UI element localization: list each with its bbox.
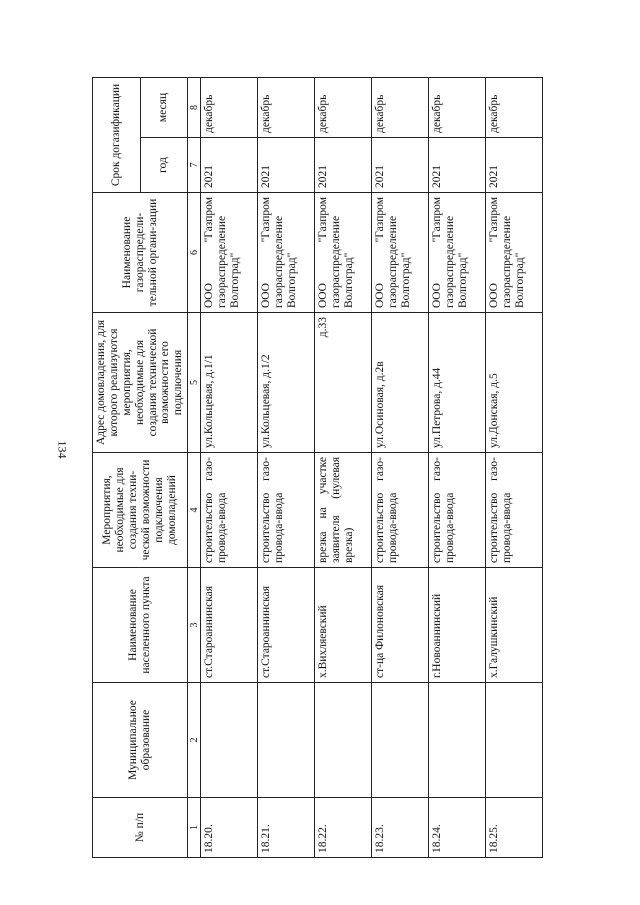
row-settlement: ст.Староаннинская (201, 568, 258, 683)
row-address: ул.Донская, д.5 (486, 313, 543, 453)
row-organization: ООО "Газпром газораспределение Волгоград" (258, 193, 315, 313)
table-row (429, 78, 486, 858)
row-municipality (315, 683, 372, 798)
table-row (486, 78, 543, 858)
row-month: декабрь (429, 78, 486, 138)
row-organization: ООО "Газпром газораспределение Волгоград" (315, 193, 372, 313)
row-activity: врезка на участке заявителя (нулевая врезка) (315, 453, 372, 568)
row-activity: строительство газо-провода-ввода (201, 453, 258, 568)
table-row (315, 78, 372, 858)
row-municipality (372, 683, 429, 798)
row-activity: строительство газо-провода-ввода (372, 453, 429, 568)
row-address: ул.Кольцевая, д.1/1 (201, 313, 258, 453)
table-row (372, 78, 429, 858)
header-address: Адрес домовладения, для которого реализуются мероприятия, необходимые для создания технической возможности его подключения (93, 313, 188, 453)
row-year: 2021 (486, 138, 543, 193)
row-settlement: ст-ца Филоновская (372, 568, 429, 683)
rotated-table-wrapper (92, 78, 612, 858)
row-address: ул.Петрова, д.44 (429, 313, 486, 453)
row-year: 2021 (429, 138, 486, 193)
row-address: ул.Осиновая, д.2в (372, 313, 429, 453)
column-number: 5 (188, 313, 201, 453)
header-settlement: Наименование населенного пункта (93, 568, 188, 683)
row-municipality (486, 683, 543, 798)
row-organization: ООО "Газпром газораспределение Волгоград" (486, 193, 543, 313)
column-number: 8 (188, 78, 201, 138)
row-number: 18.25. (486, 798, 543, 858)
row-month: декабрь (258, 78, 315, 138)
row-number: 18.20. (201, 798, 258, 858)
row-municipality (201, 683, 258, 798)
column-number: 6 (188, 193, 201, 313)
row-number: 18.24. (429, 798, 486, 858)
row-organization: ООО "Газпром газораспределение Волгоград" (201, 193, 258, 313)
row-settlement: х.Галушкинский (486, 568, 543, 683)
row-year: 2021 (258, 138, 315, 193)
row-month: декабрь (201, 78, 258, 138)
row-organization: ООО "Газпром газораспределение Волгоград" (429, 193, 486, 313)
header-number: № п/п (93, 798, 188, 858)
row-year: 2021 (201, 138, 258, 193)
row-month: декабрь (486, 78, 543, 138)
row-address: ул.Кольцевая, д.1/2 (258, 313, 315, 453)
header-organization: Наименование газораспредели-тельной органи-зации (93, 193, 188, 313)
table-row (258, 78, 315, 858)
row-settlement: х.Вихляевский (315, 568, 372, 683)
column-number: 7 (188, 138, 201, 193)
row-year: 2021 (372, 138, 429, 193)
row-month: декабрь (372, 78, 429, 138)
column-number: 4 (188, 453, 201, 568)
row-municipality (258, 683, 315, 798)
row-municipality (429, 683, 486, 798)
row-number: 18.22. (315, 798, 372, 858)
column-numbers-row (188, 78, 201, 858)
row-address: д.33 (315, 313, 372, 453)
column-number: 3 (188, 568, 201, 683)
row-number: 18.23. (372, 798, 429, 858)
row-organization: ООО "Газпром газораспределение Волгоград" (372, 193, 429, 313)
row-settlement: ст.Староаннинская (258, 568, 315, 683)
row-activity: строительство газо-провода-ввода (258, 453, 315, 568)
gasification-table (92, 77, 543, 858)
row-month: декабрь (315, 78, 372, 138)
row-activity: строительство газо-провода-ввода (429, 453, 486, 568)
header-deadline: Срок догазификации (93, 78, 141, 193)
row-number: 18.21. (258, 798, 315, 858)
header-municipality: Муниципальное образование (93, 683, 188, 798)
row-settlement: г.Новоаннинский (429, 568, 486, 683)
page-number: 134 (55, 440, 70, 459)
row-year: 2021 (315, 138, 372, 193)
header-month: месяц (140, 78, 188, 138)
column-number: 1 (188, 798, 201, 858)
column-number: 2 (188, 683, 201, 798)
header-year: год (140, 138, 188, 193)
table-row (201, 78, 258, 858)
header-activities: Мероприятия, необходимые для создания техни-ческой возможности подключения домовладений (93, 453, 188, 568)
row-activity: строительство газо-провода-ввода (486, 453, 543, 568)
